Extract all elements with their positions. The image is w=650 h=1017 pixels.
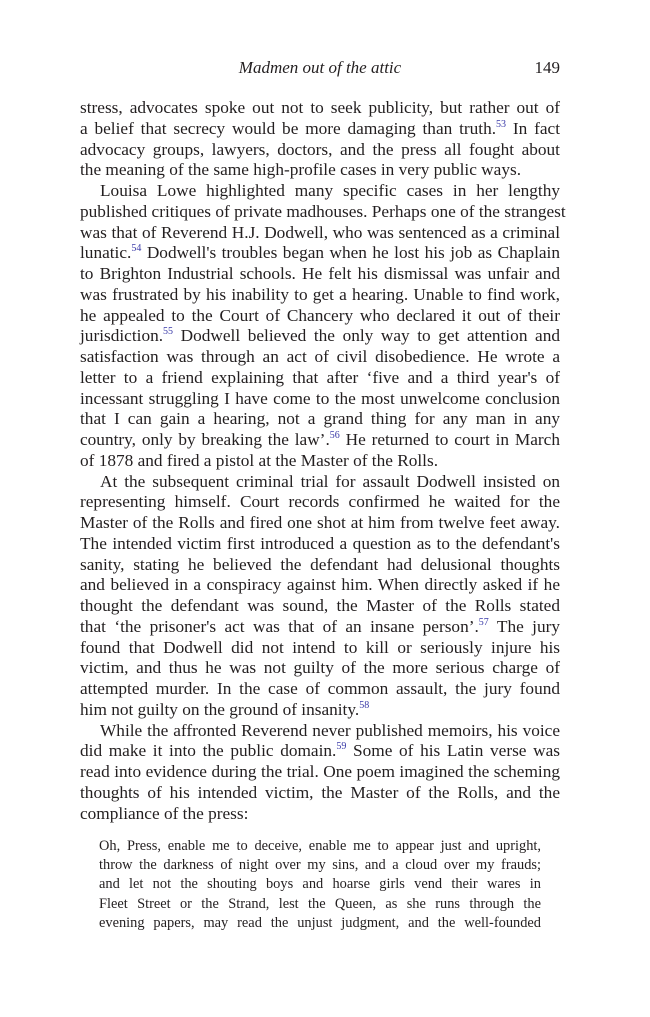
text-line: of 1878 and fired a pistol at the Master of the Rolls.: [80, 450, 439, 470]
text-line: the meaning of the same high-profile cases in very public ways.: [80, 160, 522, 180]
footnote-ref[interactable]: 56: [329, 430, 340, 442]
quote-line: Fleet Street or the Strand, lest the Queen, as she runs through the: [99, 895, 541, 912]
footnote-ref[interactable]: 55: [163, 326, 174, 338]
text-line: published critiques of private madhouses. Perhaps one of the strangest: [80, 201, 566, 221]
text-line: incessant struggling I have come to the most unwelcome conclusion: [80, 388, 560, 408]
text-line: At the subsequent criminal trial for assault Dodwell insisted on: [100, 471, 560, 491]
text-line: lunatic.$^{54}$ Dodwell's troubles began when he lost his job as Chaplain: [80, 243, 560, 263]
text-line: compliance of the press:: [80, 803, 249, 823]
text-line: Louisa Lowe highlighted many specific cases in her lengthy: [100, 181, 560, 200]
footnote-ref[interactable]: 57: [478, 616, 489, 628]
running-header: [80, 56, 560, 80]
text-line: thought the defendant was sound, the Master of the Rolls stated: [80, 596, 560, 615]
text-line: was frustrated by his inability to get a hearing. Unable to find work,: [80, 284, 560, 304]
text-line: a belief that secrecy would be more damaging than truth.$^{53}$ In fact: [80, 118, 560, 138]
text-line: stress, advocates spoke out not to seek publicity, but rather out of: [80, 98, 560, 117]
running-title: Madmen out of the attic: [238, 58, 402, 77]
text-line: was that of Reverend H.J. Dodwell, who was sentenced as a criminal: [80, 222, 560, 242]
text-line: thoughts of his intended victim, the Master of the Rolls, and the: [80, 782, 560, 802]
text-line: letter to a friend explaining that after ‘five and a third year's of: [80, 367, 560, 387]
text-line: he appealed to the Court of Chancery who declared it out of their: [80, 305, 560, 325]
text-line: victim, and thus he was not guilty of the more serious charge of: [80, 658, 560, 678]
text-line: The intended victim first introduced a question as to the defendant's: [80, 533, 560, 553]
text-line: sanity, stating he believed the defendant had delusional thoughts: [80, 554, 560, 574]
text-line: satisfaction was through an act of civil disobedience. He wrote a: [80, 347, 560, 366]
text-line: While the affronted Reverend never published memoirs, his voice: [100, 720, 560, 740]
text-line: did make it into the public domain.$^{59}$ Some of his Latin verse was: [80, 741, 560, 761]
text-line: read into evidence during the trial. One poem imagined the scheming: [80, 762, 560, 781]
text-line: country, only by breaking the law’.$^{56}$ He returned to court in March: [80, 430, 560, 449]
text-line: Master of the Rolls and fired one shot at him from twelve feet away.: [80, 513, 560, 532]
text-line: representing himself. Court records confirmed he waited for the: [80, 492, 560, 512]
quote-line: and let not the shouting boys and hoarse girls vend their wares in: [99, 876, 541, 893]
footnote-ref[interactable]: 54: [131, 243, 142, 255]
text-line: and believed in a conspiracy against him. When directly asked if he: [80, 575, 560, 595]
text-line: that ‘the prisoner's act was that of an insane person’.$^{57}$ The jury: [80, 616, 560, 636]
text-line: him not guilty on the ground of insanity.$^{58}$: [80, 699, 370, 719]
text-line: jurisdiction.$^{55}$ Dodwell believed the only way to get attention and: [80, 326, 560, 346]
quote-line: throw the darkness of night over my sins, and a cloud over my frauds;: [99, 857, 541, 874]
text-line: advocacy groups, lawyers, doctors, and the press all fought about: [80, 139, 560, 159]
footnote-ref[interactable]: 53: [496, 118, 507, 130]
block-quote: [99, 837, 541, 933]
text-line: to Brighton Industrial schools. He felt his dismissal was unfair and: [80, 264, 560, 283]
body-text: [80, 98, 566, 824]
page-number: 149: [534, 58, 560, 77]
quote-line: evening papers, may read the unjust judgment, and the well-founded: [99, 914, 541, 931]
text-line: that I can gain a hearing, not a grand thing for any man in any: [80, 409, 560, 429]
text-line: attempted murder. In the case of common assault, the jury found: [80, 679, 560, 698]
footnote-ref[interactable]: 59: [336, 741, 347, 753]
footnote-ref[interactable]: 58: [359, 699, 370, 711]
text-line: found that Dodwell did not intend to kill or seriously injure his: [80, 637, 560, 657]
quote-line: Oh, Press, enable me to deceive, enable me to appear just and upright,: [99, 838, 541, 854]
